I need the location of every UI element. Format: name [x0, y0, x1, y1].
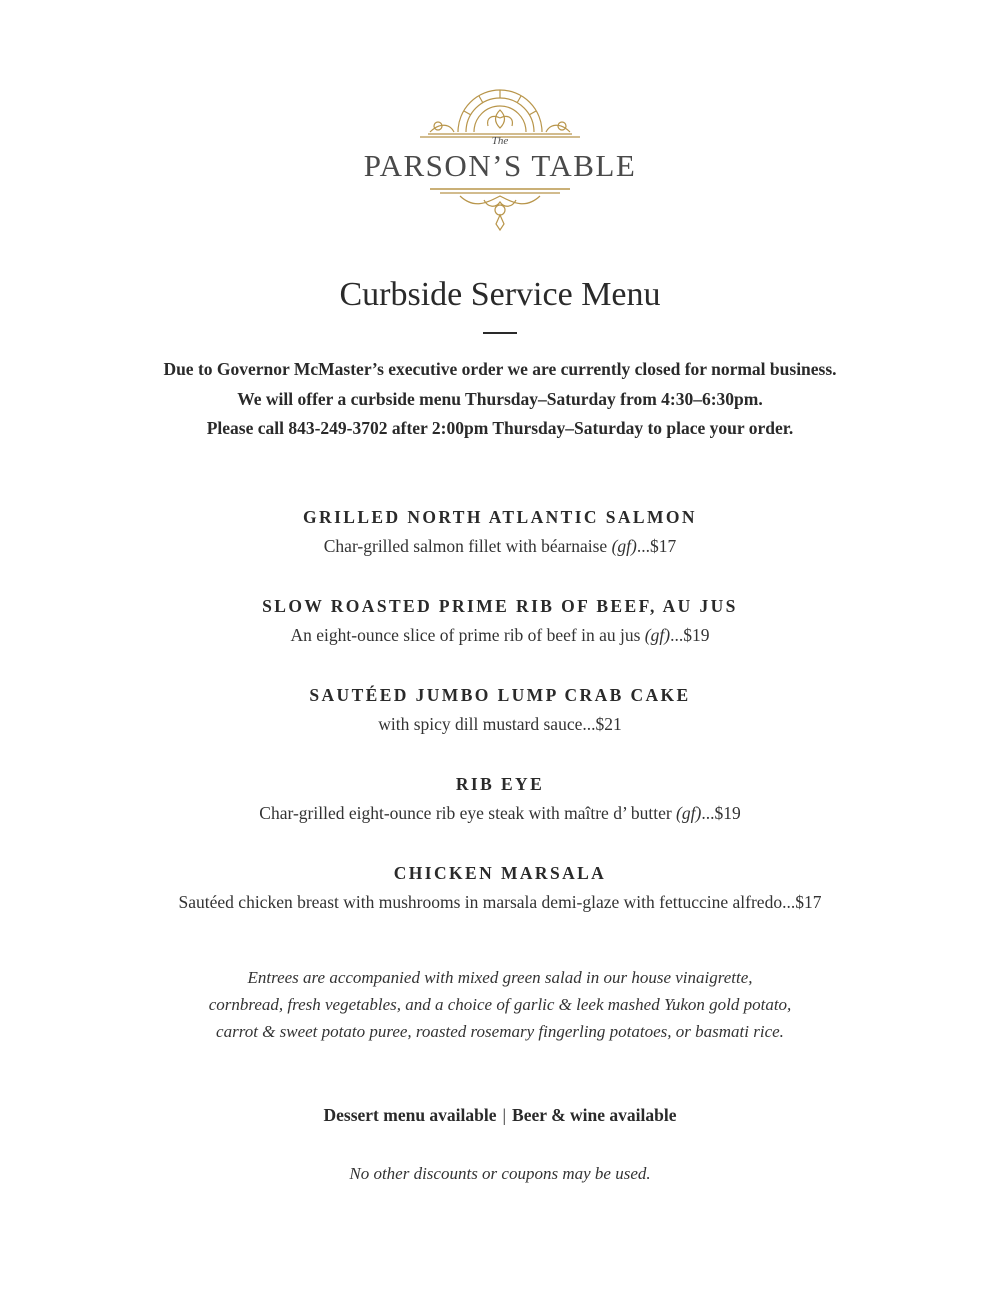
gluten-free-tag: (gf)	[676, 803, 702, 823]
menu-item	[0, 504, 1000, 593]
entrees-note	[0, 964, 1000, 1045]
gluten-free-tag: (gf)	[644, 625, 671, 645]
item-desc-text: Char-grilled salmon fillet with béarnaise	[323, 536, 612, 556]
menu-item	[0, 860, 1000, 949]
logo-emblem	[350, 82, 650, 234]
restaurant-logo	[350, 82, 650, 234]
menu-item-name: CHICKEN MARSALA	[393, 863, 607, 883]
menu-item-name: RIB EYE	[455, 774, 545, 794]
closure-notice	[0, 355, 1000, 444]
menu-item-description	[0, 533, 1000, 559]
entrees-note-line: carrot & sweet potato puree, roasted rosemary fingerling potatoes, or basmati rice.	[216, 1022, 784, 1041]
notice-line-2: We will offer a curbside menu Thursday–Saturday from 4:30–6:30pm.	[237, 388, 763, 409]
menu-items	[0, 504, 1000, 949]
item-desc-text: An eight-ounce slice of prime rib of beef in au jus	[290, 625, 645, 645]
menu-item-description	[0, 889, 1000, 915]
item-price: ...$21	[582, 714, 622, 734]
dessert-availability: Dessert menu available	[323, 1105, 497, 1125]
item-desc-text: with spicy dill mustard sauce	[378, 714, 583, 734]
menu-item-description	[0, 711, 1000, 737]
entrees-note-line: Entrees are accompanied with mixed green salad in our house vinaigrette,	[247, 968, 753, 987]
entrees-note-line: cornbread, fresh vegetables, and a choice of garlic & leek mashed Yukon gold potato,	[208, 995, 792, 1014]
logo-name-text: PARSON’S TABLE	[363, 148, 637, 183]
menu-item-description	[0, 800, 1000, 826]
menu-item	[0, 593, 1000, 682]
menu-item-description	[0, 622, 1000, 648]
title-divider	[483, 332, 517, 334]
item-price: ...$19	[670, 625, 710, 645]
notice-line-3: Please call 843-249-3702 after 2:00pm Thursday–Saturday to place your order.	[206, 418, 794, 438]
footnote: No other discounts or coupons may be used.	[349, 1164, 651, 1183]
logo-the-text: The	[491, 135, 509, 147]
drinks-availability: Beer & wine available	[512, 1105, 677, 1125]
separator: |	[502, 1105, 507, 1125]
item-desc-text: Sautéed chicken breast with mushrooms in marsala demi-glaze with fettuccine alfredo	[178, 892, 783, 912]
menu-item	[0, 682, 1000, 771]
item-price: ...$19	[701, 803, 741, 823]
menu-item-name: SAUTÉED JUMBO LUMP CRAB CAKE	[309, 685, 691, 705]
menu-item	[0, 771, 1000, 860]
availability-line	[0, 1105, 1000, 1126]
menu-item-name: GRILLED NORTH ATLANTIC SALMON	[303, 507, 697, 527]
item-price: ...$17	[636, 536, 677, 556]
item-price: ...$17	[782, 892, 822, 912]
item-desc-text: Char-grilled eight-ounce rib eye steak with maître d’ butter	[259, 803, 677, 823]
notice-line-1: Due to Governor McMaster’s executive order we are currently closed for normal business.	[163, 359, 837, 379]
menu-item-name: SLOW ROASTED PRIME RIB OF BEEF, AU JUS	[262, 596, 738, 616]
page-title: Curbside Service Menu	[339, 276, 661, 313]
gluten-free-tag: (gf)	[611, 536, 637, 556]
